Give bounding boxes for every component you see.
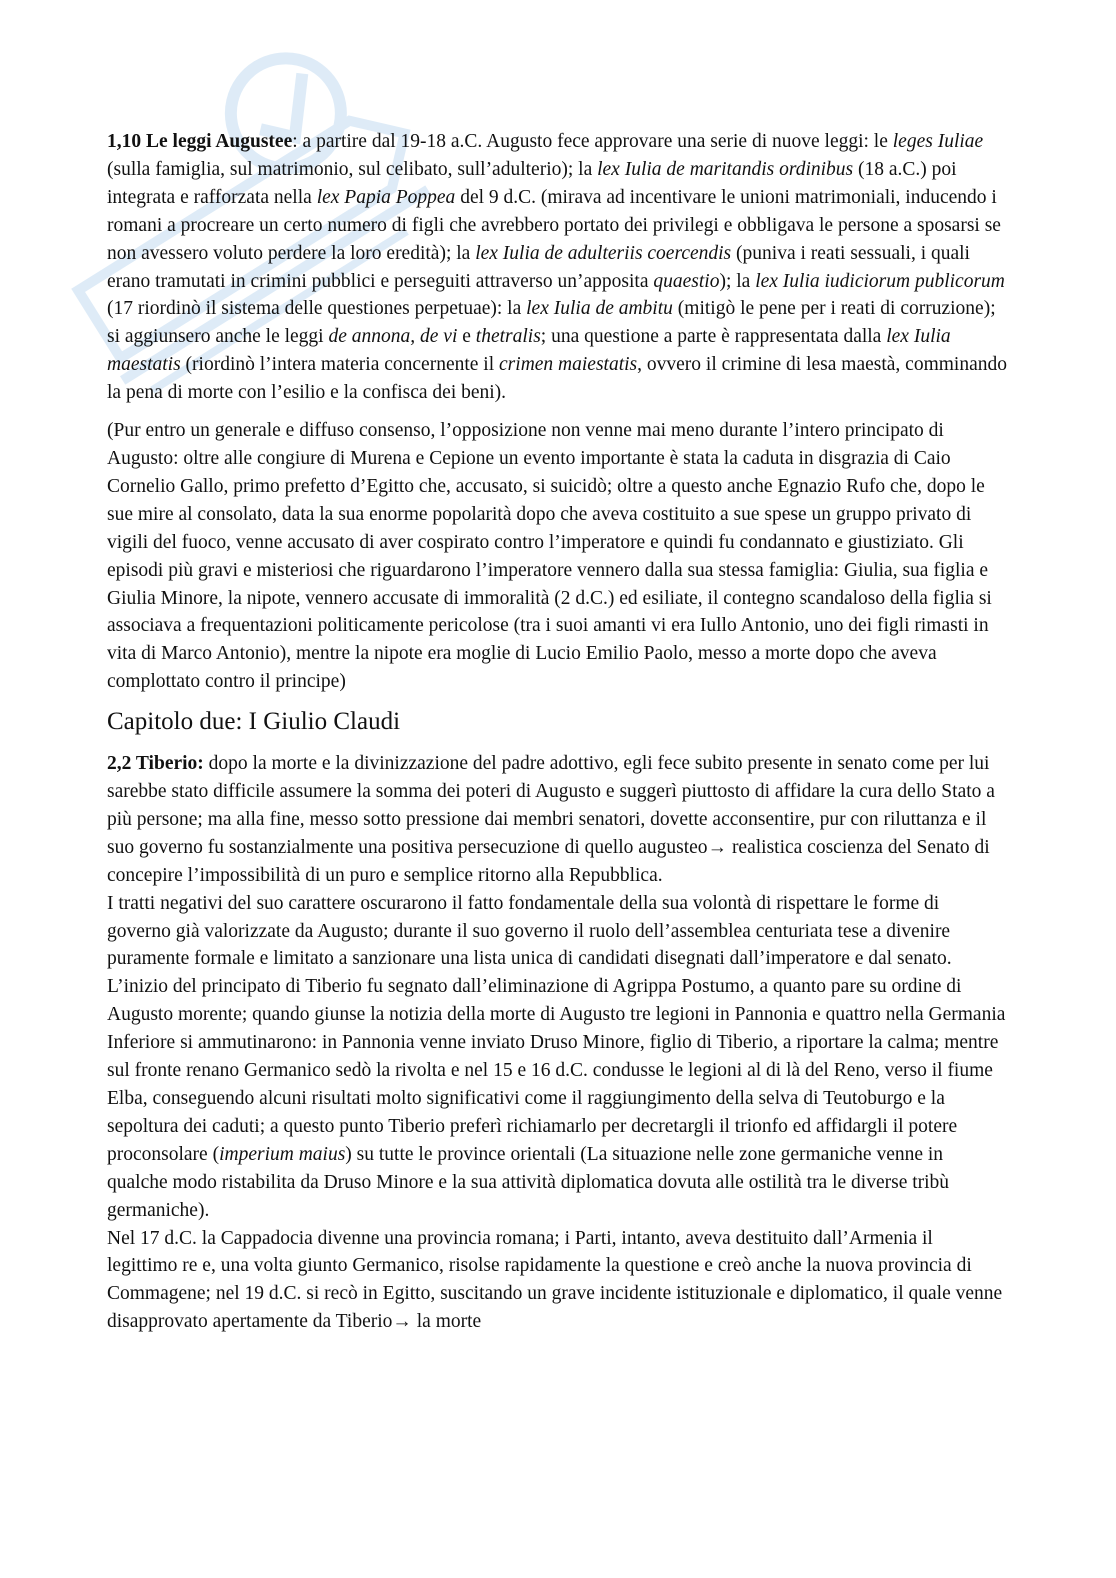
latin-term: imperium maius (219, 1143, 346, 1165)
paragraph-tiberio (107, 750, 1007, 890)
paragraph-tratti-negativi (107, 890, 1007, 1225)
chapter-heading: Capitolo due: I Giulio Claudi (107, 708, 401, 736)
law-name: thetralis (475, 326, 541, 348)
text: del 9 d.C. (mirava ad incentivare le unioni matrimoniali, inducendo i romani a procreare un certo numero di figli che avrebbero portato dei privilegi e obbligava le persone a sposarsi se non avessero voluto perdere la loro eredità); la (107, 186, 1001, 264)
law-name: lex Iulia de ambitu (526, 298, 673, 320)
text: e (457, 326, 476, 348)
text: (sulla famiglia, sul matrimonio, sul celibato, sull’adulterio); la (107, 158, 598, 180)
law-name: leges Iuliae (892, 131, 984, 152)
document-body (107, 128, 1007, 1336)
latin-term: crimen maiestatis (499, 354, 638, 376)
law-name: lex Iulia maestatis (107, 326, 951, 376)
text: realistica coscienza del Senato di concepire l’impossibilità di un puro e semplice ritorno alla Repubblica. (107, 836, 990, 886)
section-heading-2-2: 2,2 Tiberio: (107, 753, 204, 775)
text: (riordinò l’intera materia concernente il (180, 354, 500, 376)
text: Nel 17 d.C. la Cappadocia divenne una provincia romana; i Parti, intanto, aveva destituito dall’Armenia il legittimo re e, una volta giunto Germanico, risolse rapidamente la questione e creò anche la nuova provincia di Commagene; nel 19 d.C. si recò in Egitto, suscitando un grave incidente istituzionale e diplomatico, il quale venne disapprovato apertamente da Tiberio (107, 1227, 1003, 1333)
text: (mitigò le pene per i reati di corruzione); si aggiunsero anche le leggi (107, 298, 996, 348)
law-name: de annona, de vi (328, 326, 458, 348)
text: dopo la morte e la divinizzazione del padre adottivo, egli fece subito presente in senato come per lui sarebbe stato difficile assumere la somma dei poteri di Augusto e suggerì piuttosto di affidare la cura dello Stato a più persone; ma alla fine, messo sotto pressione dai membri senatori, dovette acconsentire, pur con riluttanza e il suo governo fu sostanzialmente una positiva persecuzione di quello augusteo (107, 753, 995, 858)
text: (18 a.C.) poi integrata e rafforzata nella (107, 158, 957, 208)
latin-term: quaestio (653, 270, 720, 292)
arrow-right-icon: → (392, 1311, 412, 1333)
paragraph-opposizione: (Pur entro un generale e diffuso consenso, l’opposizione non venne mai meno durante l’intero principato di Augusto: oltre alle congiure di Murena e Cepione un evento importante è stata la caduta in disgrazia di Caio Cornelio Gallo, primo prefetto d’Egitto che, accusato, si suicidò; oltre a questo anche Egnazio Rufo che, dopo le sue mire al consolato, data la sua enorme popolarità dopo che aveva costituito a sue spese un gruppo privato di vigili del fuoco, venne accusato di aver cospirato contro l’imperatore e quindi fu condannato e giustiziato. Gli episodi più gravi e misteriosi che riguardarono l’imperatore vennero dalla sua stessa famiglia: Giulia, sua figlia e Giulia Minore, la nipote, vennero accusate di immoralità (2 d.C.) ed esiliate, il contegno scandaloso della figlia si associava a frequentazioni politicamente pericolose (tra i suoi amanti vi era Iullo Antonio, uno dei figli rimasti in vita di Marco Antonio), mentre la nipote era moglie di Lucio Emilio Paolo, messo a morte dopo che aveva complottato contro il principe) (107, 420, 992, 693)
text: ); la (719, 270, 756, 292)
text: la morte (411, 1311, 482, 1333)
law-name: lex Papia Poppea (316, 186, 456, 208)
paragraph-leggi-augustee (107, 128, 1007, 407)
section-heading-1-10: 1,10 Le leggi Augustee (107, 131, 293, 152)
text: , ovvero il crimine di lesa maestà, comminando la pena di morte con l’esilio e la confisca dei beni). (107, 354, 1007, 404)
text: I tratti negativi del suo carattere oscurarono il fatto fondamentale della sua volontà di rispettare le forme di governo già valorizzate da Augusto; durante il suo governo il ruolo dell’assemblea centuriata tese a divenire puramente formale e limitato a sanzionare una lista unica di candidati disegnati dall’imperatore e dal senato. L’inizio del principato di Tiberio fu segnato dall’eliminazione di Agrippa Postumo, a quanto pare su ordine di Augusto morente; quando giunse la notizia della morte di Augusto tre legioni in Pannonia e quattro nella Germania Inferiore si ammutinarono: in Pannonia venne inviato Druso Minore, figlio di Tiberio, a riportare la calma; mentre sul fronte renano Germanico sedò la rivolta e nel 15 e 16 d.C. condusse le legioni al di là del Reno, verso il fiume Elba, conseguendo alcuni risultati molto significativi come il raggiungimento della selva di Teutoburgo e la sepoltura dei caduti; a questo punto Tiberio preferì richiamarlo per decretargli il trionfo ed affidargli il potere proconsolare ( (107, 892, 1006, 1165)
arrow-right-icon: → (707, 836, 728, 858)
law-name: lex Iulia de maritandis ordinibus (597, 158, 854, 180)
law-name: lex Iulia iudiciorum publicorum (755, 270, 1005, 292)
paragraph-cappadocia (107, 1225, 1007, 1337)
text: : a partire dal 19-18 a.C. Augusto fece approvare una serie di nuove leggi: le (292, 131, 893, 152)
text: ; una questione a parte è rappresentata dalla (540, 326, 887, 348)
text: (puniva i reati sessuali, i quali erano tramutati in crimini pubblici e perseguiti attraverso un’apposita (107, 242, 970, 292)
text: ) su tutte le province orientali (La situazione nelle zone germaniche venne in qualche modo ristabilita da Druso Minore e la sua attività diplomatica dovuta alle ostilità tra le diverse tribù germaniche). (107, 1143, 950, 1221)
text: (17 riordinò il sistema delle questiones perpetuae): la (107, 298, 527, 320)
law-name: lex Iulia de adulteriis coercendis (475, 242, 732, 264)
